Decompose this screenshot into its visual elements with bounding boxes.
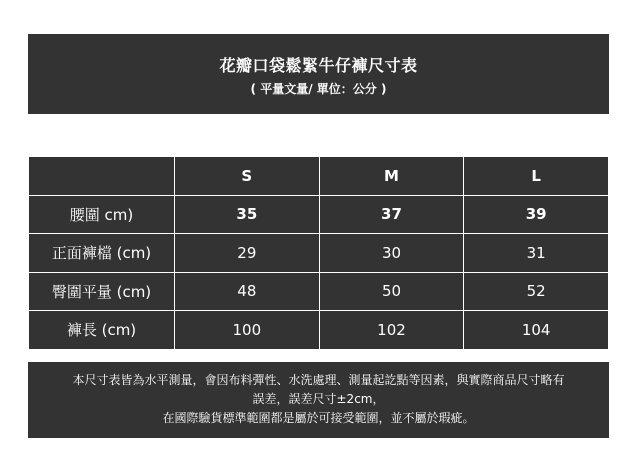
length-value-s: 100 <box>175 311 320 350</box>
hip-value-m: 50 <box>319 272 464 311</box>
measurement-note-block <box>28 362 609 438</box>
table-row-length <box>29 311 609 350</box>
waist-value-m: 37 <box>319 195 464 234</box>
front-rise-value-s: 29 <box>175 234 320 273</box>
length-value-l: 104 <box>464 311 609 350</box>
table-row-hip <box>29 272 609 311</box>
note-line-1: 本尺寸表皆為水平測量，會因布料彈性、水洗處理、測量起訖點等因素，與實際商品尺寸略有 <box>72 373 565 387</box>
waist-value-l: 39 <box>464 195 609 234</box>
size-header-l: L <box>464 157 609 196</box>
table-row-front-rise <box>29 234 609 273</box>
note-line-3: 在國際驗貨標準範圍都是屬於可接受範圍，並不屬於瑕疵。 <box>162 411 475 425</box>
size-chart-title: 花瓣口袋鬆緊牛仔褲尺寸表 <box>219 56 418 75</box>
table-corner-cell <box>29 157 175 196</box>
row-label-front-rise: 正面褲檔 (cm) <box>29 234 175 273</box>
front-rise-value-m: 30 <box>319 234 464 273</box>
size-header-s: S <box>175 157 320 196</box>
size-header-row <box>29 157 609 196</box>
hip-value-s: 48 <box>175 272 320 311</box>
table-row-waist <box>29 195 609 234</box>
size-header-m: M <box>319 157 464 196</box>
waist-value-s: 35 <box>175 195 320 234</box>
front-rise-value-l: 31 <box>464 234 609 273</box>
size-chart-unit-subtitle: ( 平量文量/ 單位：公分 ) <box>250 82 387 96</box>
row-label-length: 褲長 (cm) <box>29 311 175 350</box>
size-chart-title-block <box>28 34 609 114</box>
size-chart-table <box>28 156 609 350</box>
row-label-waist: 腰圍 cm) <box>29 195 175 234</box>
row-label-hip: 臀圍平量 (cm) <box>29 272 175 311</box>
note-line-2: 誤差，誤差尺寸±2cm， <box>252 392 385 406</box>
length-value-m: 102 <box>319 311 464 350</box>
hip-value-l: 52 <box>464 272 609 311</box>
